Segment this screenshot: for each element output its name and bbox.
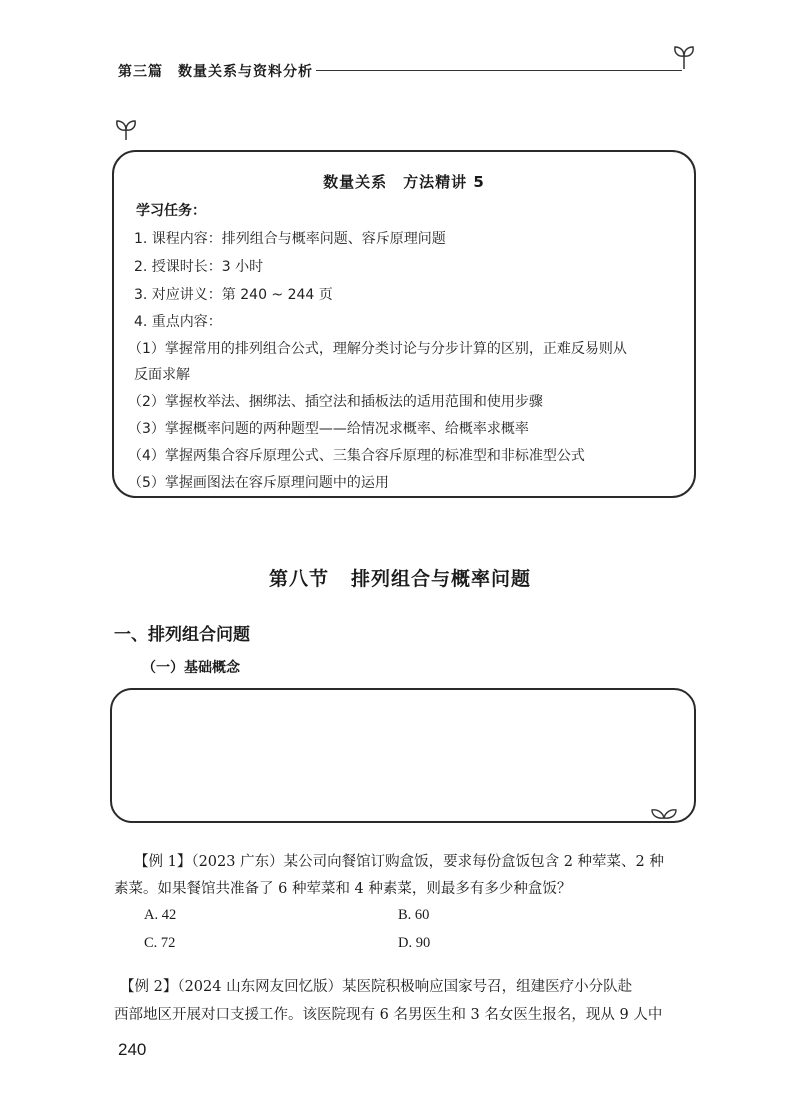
section-number: 第八节: [268, 568, 329, 590]
task-line: 2. 授课时长：3 小时: [134, 259, 264, 275]
example1-line1: 【例 1】（2023 广东）某公司向餐馆订购盒饭，要求每份盒饭包含 2 种荤菜、2 种: [134, 854, 664, 870]
task-line: （2）掌握枚举法、捆绑法、插空法和插板法的适用范围和使用步骤: [128, 394, 543, 410]
header-title: 数量关系与资料分析: [178, 64, 313, 80]
task-line: 3. 对应讲义：第 240 ~ 244 页: [134, 287, 333, 303]
task-box-title-left: 数量关系: [323, 173, 388, 191]
task-line: （4）掌握两集合容斥原理公式、三集合容斥原理的标准型和非标准型公式: [128, 448, 585, 464]
example2-line2: 西部地区开展对口支援工作。该医院现有 6 名男医生和 3 名女医生报名，现从 9 人中: [114, 1007, 663, 1023]
part-label: 第三篇: [118, 64, 163, 80]
header-rule: [316, 70, 682, 71]
task-box-title-right: 方法精讲 5: [403, 173, 485, 191]
leaves-icon: [650, 806, 678, 820]
option-b: B. 60: [398, 907, 430, 923]
section-title: [0, 564, 800, 591]
example1-line2: 素菜。如果餐馆共准备了 6 种荤菜和 4 种素菜，则最多有多少种盒饭？: [114, 881, 572, 897]
task-line: （3）掌握概率问题的两种题型——给情况求概率、给概率求概率: [128, 421, 529, 437]
option-d: D. 90: [398, 935, 431, 951]
sprout-icon: [672, 44, 696, 70]
task-line: （1）掌握常用的排列组合公式，理解分类讨论与分步计算的区别，正难反易则从: [128, 341, 627, 357]
sprout-icon: [114, 119, 138, 141]
page-number: 240: [118, 1040, 147, 1059]
heading-level1: 一、排列组合问题: [114, 625, 250, 645]
notes-box: [110, 688, 696, 823]
task-line: （5）掌握画图法在容斥原理问题中的运用: [128, 475, 389, 491]
task-line: 1. 课程内容：排列组合与概率问题、容斥原理问题: [134, 231, 446, 247]
example2-line1: 【例 2】（2024 山东网友回忆版）某医院积极响应国家号召，组建医疗小分队赴: [120, 979, 633, 995]
heading-level2: （一）基础概念: [142, 660, 240, 676]
option-c: C. 72: [144, 935, 176, 951]
task-line: 反面求解: [134, 367, 190, 383]
task-box-title: [112, 171, 696, 192]
section-name: 排列组合与概率问题: [351, 568, 532, 590]
task-line: 4. 重点内容：: [134, 314, 222, 330]
task-heading: 学习任务：: [136, 203, 206, 219]
option-a: A. 42: [144, 907, 177, 923]
